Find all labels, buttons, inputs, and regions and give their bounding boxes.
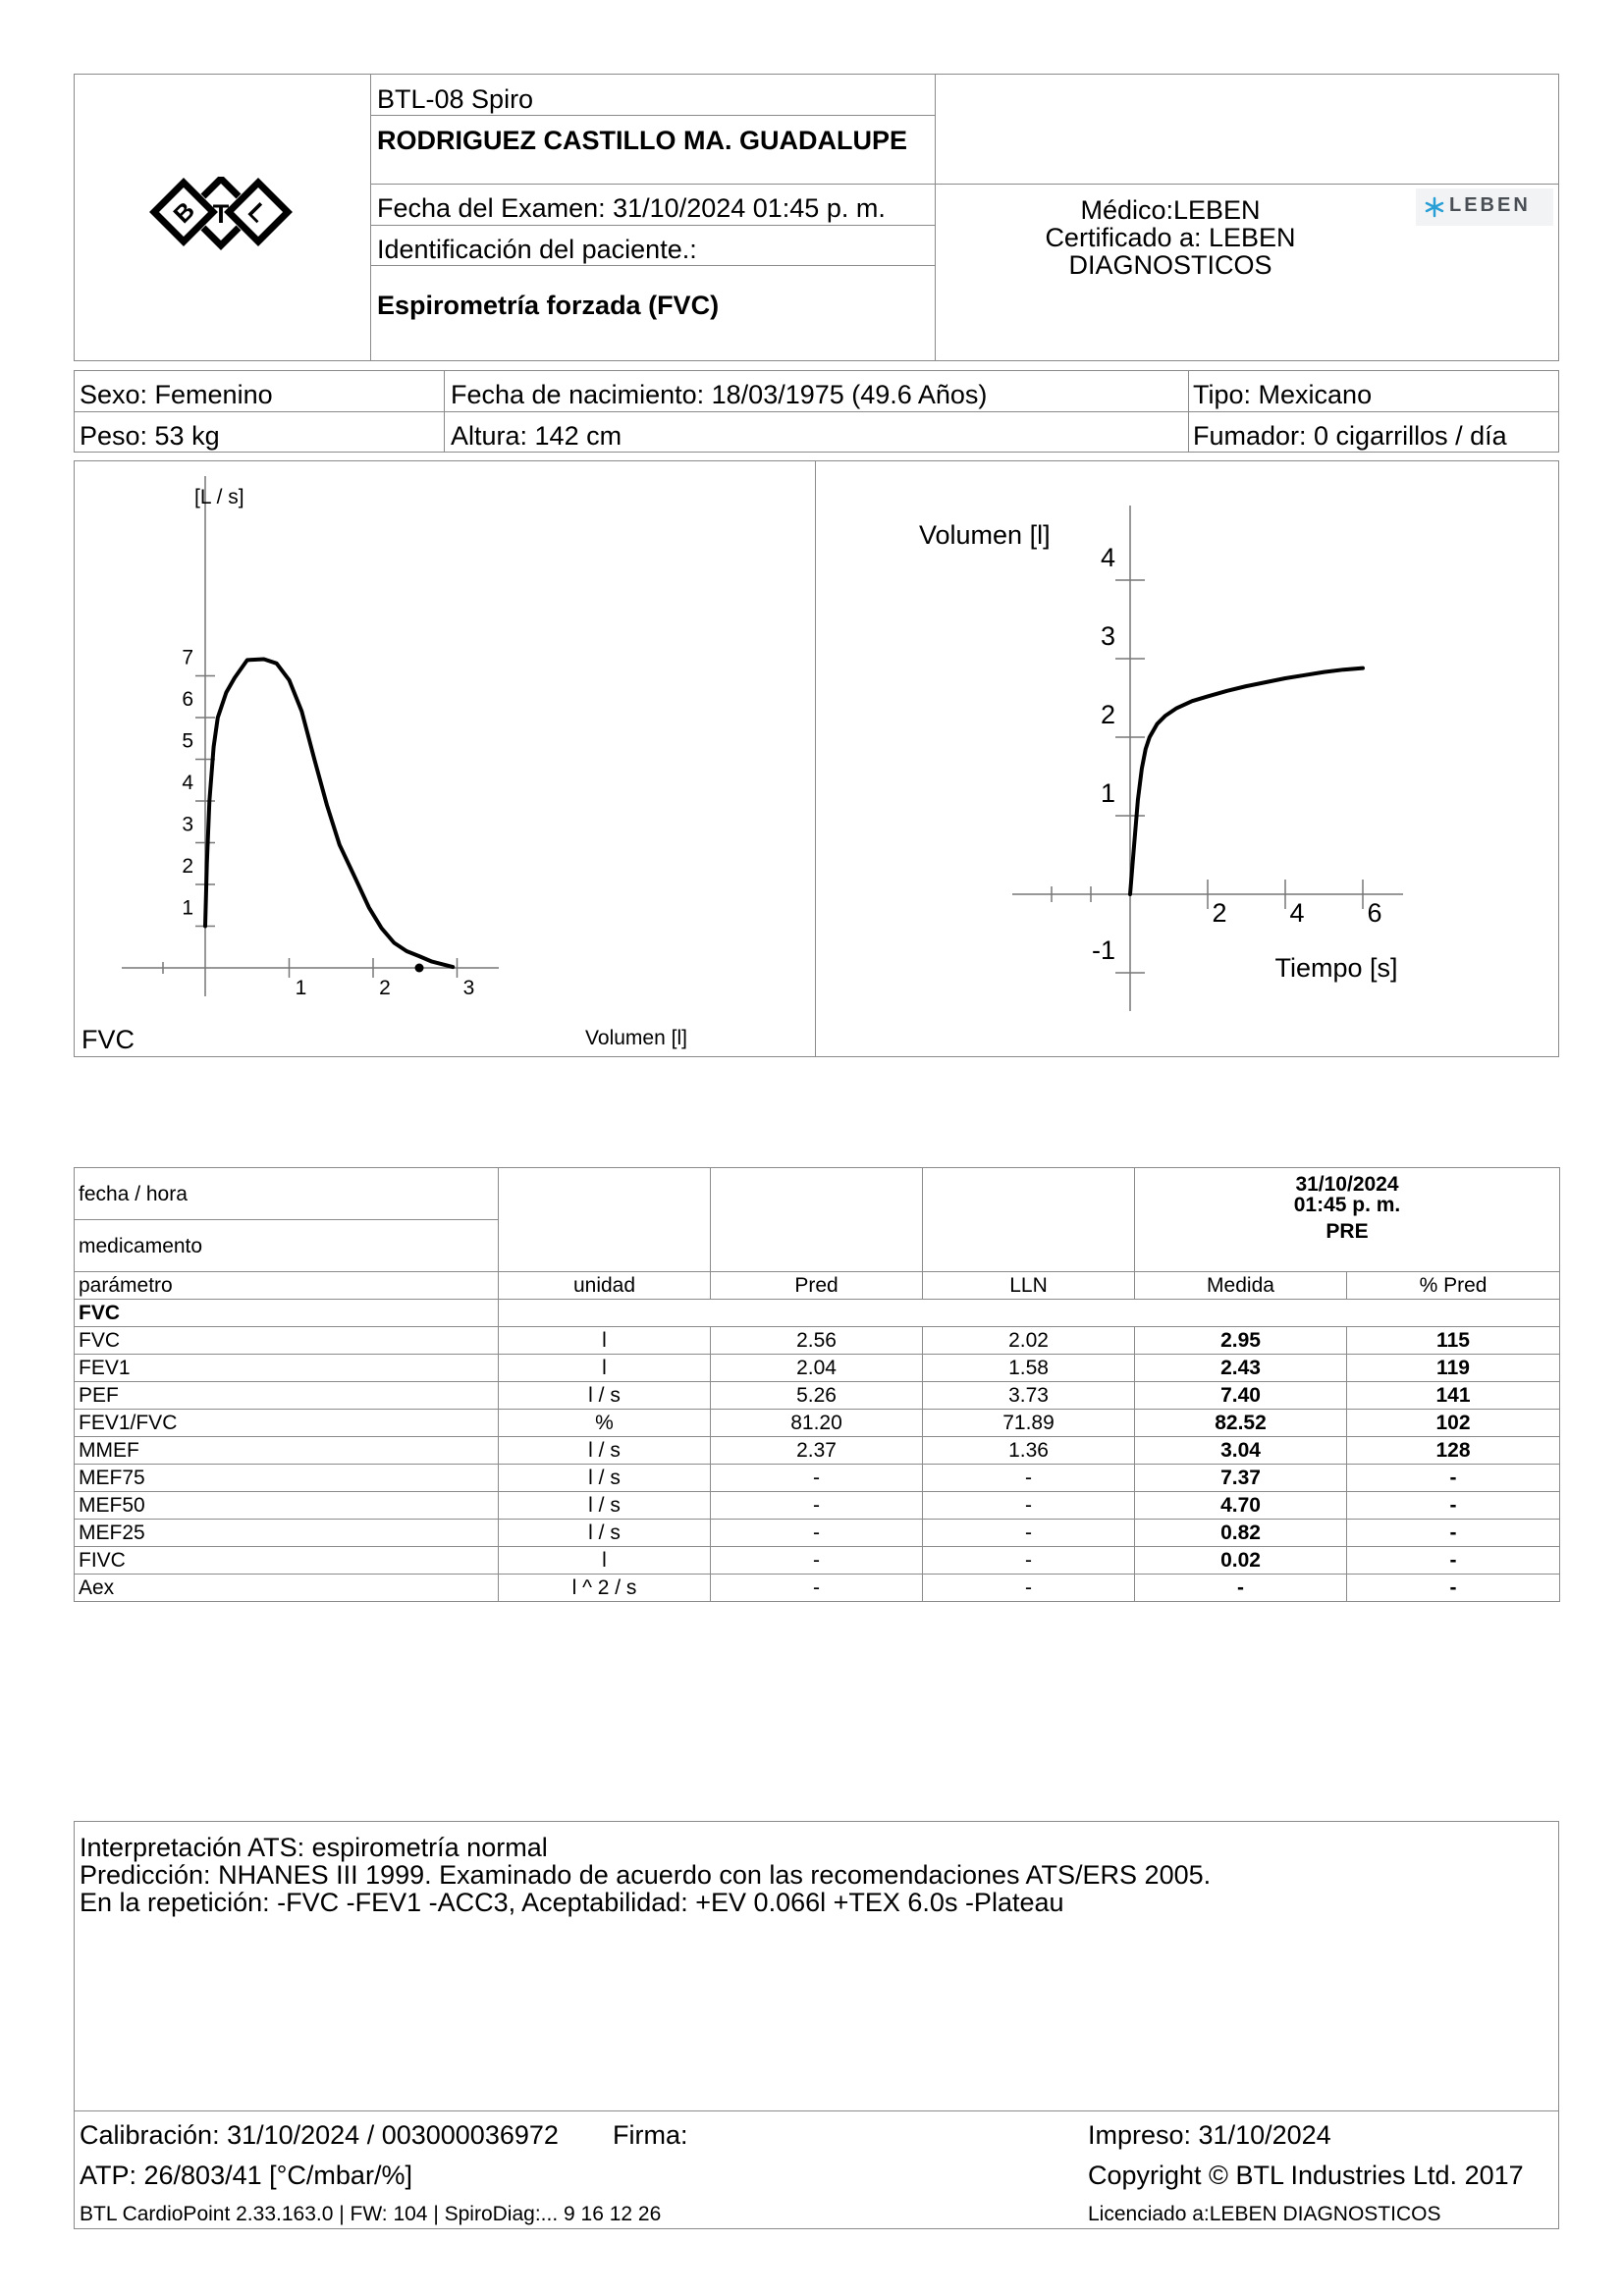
interpretation-line-3: En la repetición: -FVC -FEV1 -ACC3, Aceptabilidad: +EV 0.066l +TEX 6.0s -Plateau (80, 1888, 1064, 1917)
table-row (75, 1575, 1560, 1602)
unit-cell: l (499, 1547, 711, 1575)
param-cell: MMEF (75, 1437, 499, 1465)
col-header-param: parámetro (75, 1272, 499, 1300)
pct-cell: 102 (1347, 1410, 1560, 1437)
header-blank-cell (923, 1168, 1135, 1272)
medida-cell: 2.43 (1135, 1355, 1347, 1382)
param-cell: FVC (75, 1327, 499, 1355)
printed-date: Impreso: 31/10/2024 (1088, 2120, 1331, 2150)
header-blank-cell (499, 1168, 711, 1272)
doctor-line-3: DIAGNOSTICOS (1068, 250, 1272, 280)
calibration-text: Calibración: 31/10/2024 / 003000036972 (80, 2120, 559, 2150)
section-blank (499, 1300, 1560, 1327)
licensed-text: Licenciado a:LEBEN DIAGNOSTICOS (1088, 2203, 1441, 2225)
unit-cell: l / s (499, 1465, 711, 1492)
pred-cell: 2.37 (711, 1437, 923, 1465)
table-header-row (75, 1272, 1560, 1300)
demographics-divider-1 (444, 370, 445, 453)
fv-x-tick-label: 1 (295, 977, 307, 999)
vt-x-tick-label: 6 (1367, 898, 1382, 928)
medida-cell: 7.37 (1135, 1465, 1347, 1492)
flow-volume-title: FVC (81, 1025, 135, 1054)
flow-volume-marker (415, 964, 424, 973)
param-cell: FEV1/FVC (75, 1410, 499, 1437)
table-row (75, 1492, 1560, 1520)
vt-y-tick-label: -1 (1091, 935, 1115, 965)
pct-cell: - (1347, 1520, 1560, 1547)
volume-time-curve (1130, 668, 1363, 894)
table-row (75, 1382, 1560, 1410)
table-row (75, 1327, 1560, 1355)
pct-cell: - (1347, 1465, 1560, 1492)
pct-cell: - (1347, 1547, 1560, 1575)
pred-cell: 2.56 (711, 1327, 923, 1355)
pred-cell: - (711, 1492, 923, 1520)
flow-volume-chart (75, 461, 814, 1056)
device-name: BTL-08 Spiro (377, 84, 534, 114)
fv-y-tick-label: 3 (182, 813, 193, 836)
volume-time-ticks (1052, 543, 1382, 973)
interpretation-line-1: Interpretación ATS: espirometría normal (80, 1833, 548, 1862)
fv-x-tick-label: 2 (379, 977, 391, 999)
table-row (75, 1410, 1560, 1437)
col-header-pct: % Pred (1347, 1272, 1560, 1300)
vt-y-tick-label: 3 (1100, 621, 1115, 651)
table-row (75, 1520, 1560, 1547)
lln-cell: 3.73 (923, 1382, 1135, 1410)
flow-volume-xlabel: Volumen [l] (585, 1027, 687, 1049)
volume-time-xlabel: Tiempo [s] (1274, 953, 1398, 983)
col-header-pred: Pred (711, 1272, 923, 1300)
lln-cell: 1.36 (923, 1437, 1135, 1465)
fv-y-tick-label: 6 (182, 688, 193, 711)
param-cell: MEF75 (75, 1465, 499, 1492)
footer-rule (74, 2110, 1559, 2111)
pred-cell: 81.20 (711, 1410, 923, 1437)
lab-logo (1416, 188, 1553, 226)
demographics-rule (74, 411, 1559, 412)
leben-mark-icon (1424, 196, 1445, 218)
lln-cell: 1.58 (923, 1355, 1135, 1382)
header-rule-4 (370, 265, 935, 266)
unit-cell: l ^ 2 / s (499, 1575, 711, 1602)
unit-cell: l (499, 1327, 711, 1355)
param-cell: PEF (75, 1382, 499, 1410)
unit-cell: l / s (499, 1382, 711, 1410)
fv-y-tick-label: 5 (182, 729, 193, 753)
pct-cell: 115 (1347, 1327, 1560, 1355)
doctor-line-1: Médico:LEBEN (1080, 195, 1261, 225)
table-row (75, 1465, 1560, 1492)
vt-y-tick-label: 4 (1100, 543, 1115, 572)
weight-field: Peso: 53 kg (80, 421, 220, 451)
session-time: 01:45 p. m. (1293, 1194, 1401, 1216)
header-rule-2 (370, 184, 1559, 185)
param-cell: FEV1 (75, 1355, 499, 1382)
pred-cell: - (711, 1575, 923, 1602)
medida-cell: 82.52 (1135, 1410, 1347, 1437)
doctor-block (935, 196, 1406, 279)
col-header-lln: LLN (923, 1272, 1135, 1300)
header-rule-1 (370, 115, 935, 116)
table-row (75, 1437, 1560, 1465)
unit-cell: l / s (499, 1437, 711, 1465)
lln-cell: - (923, 1547, 1135, 1575)
svg-text:L: L (242, 197, 273, 229)
lln-cell: - (923, 1575, 1135, 1602)
exam-date: Fecha del Examen: 31/10/2024 01:45 p. m. (377, 193, 886, 223)
copyright-text: Copyright © BTL Industries Ltd. 2017 (1088, 2161, 1524, 2190)
pred-cell: - (711, 1547, 923, 1575)
volume-time-axes (1012, 506, 1403, 1011)
lln-cell: 2.02 (923, 1327, 1135, 1355)
table-row (75, 1547, 1560, 1575)
signature-label: Firma: (613, 2120, 688, 2150)
fecha-hora-label: fecha / hora (75, 1168, 499, 1220)
svg-text:T: T (212, 199, 230, 229)
col-header-unit: unidad (499, 1272, 711, 1300)
session-phase: PRE (1325, 1220, 1369, 1243)
unit-cell: l / s (499, 1520, 711, 1547)
medida-cell: - (1135, 1575, 1347, 1602)
fv-x-tick-label: 3 (462, 977, 475, 999)
param-cell: MEF50 (75, 1492, 499, 1520)
lln-cell: - (923, 1520, 1135, 1547)
vt-x-tick-label: 4 (1289, 898, 1305, 928)
volume-time-ylabel: Volumen [l] (919, 520, 1051, 550)
demographics-divider-2 (1188, 370, 1189, 453)
medida-cell: 3.04 (1135, 1437, 1347, 1465)
pct-cell: 141 (1347, 1382, 1560, 1410)
pred-cell: - (711, 1465, 923, 1492)
exam-type: Espirometría forzada (FVC) (377, 291, 720, 320)
lln-cell: - (923, 1492, 1135, 1520)
medida-cell: 0.02 (1135, 1547, 1347, 1575)
medida-cell: 7.40 (1135, 1382, 1347, 1410)
table-section-row (75, 1300, 1560, 1327)
vt-x-tick-label: 2 (1212, 898, 1227, 928)
patient-id: Identificación del paciente.: (377, 235, 697, 264)
fv-y-tick-label: 2 (182, 855, 193, 878)
lln-cell: - (923, 1465, 1135, 1492)
patient-name: RODRIGUEZ CASTILLO MA. GUADALUPE (377, 126, 907, 155)
unit-cell: l (499, 1355, 711, 1382)
unit-cell: l / s (499, 1492, 711, 1520)
sex-field: Sexo: Femenino (80, 380, 273, 409)
result-rows (75, 1327, 1560, 1602)
header-rule-3 (370, 225, 935, 226)
unit-cell: % (499, 1410, 711, 1437)
fv-y-tick-label: 1 (182, 896, 193, 920)
session-date: 31/10/2024 (1295, 1173, 1399, 1196)
btl-logo (142, 177, 299, 257)
doctor-line-2: Certificado a: LEBEN (1045, 223, 1296, 252)
type-field: Tipo: Mexicano (1193, 380, 1373, 409)
software-text: BTL CardioPoint 2.33.163.0 | FW: 104 | SpiroDiag:... 9 16 12 26 (80, 2203, 662, 2225)
lln-cell: 71.89 (923, 1410, 1135, 1437)
interpretation-line-2: Predicción: NHANES III 1999. Examinado de acuerdo con las recomendaciones ATS/ERS 2005. (80, 1860, 1212, 1890)
results-table (74, 1167, 1560, 1602)
pct-cell: - (1347, 1575, 1560, 1602)
flow-volume-curve (205, 660, 453, 968)
table-row (75, 1355, 1560, 1382)
medida-cell: 2.95 (1135, 1327, 1347, 1355)
pred-cell: - (711, 1520, 923, 1547)
table-row-fecha (75, 1168, 1560, 1220)
fv-y-tick-label: 7 (182, 646, 193, 669)
param-cell: Aex (75, 1575, 499, 1602)
flow-volume-ylabel: [L / s] (194, 486, 244, 508)
smoker-field: Fumador: 0 cigarrillos / día (1193, 421, 1507, 451)
header-divider-left (370, 74, 371, 361)
pred-cell: 2.04 (711, 1355, 923, 1382)
atp-text: ATP: 26/803/41 [°C/mbar/%] (80, 2161, 412, 2190)
pct-cell: 128 (1347, 1437, 1560, 1465)
svg-text:B: B (168, 196, 200, 229)
pct-cell: 119 (1347, 1355, 1560, 1382)
header-blank-cell (711, 1168, 923, 1272)
fv-y-tick-label: 4 (182, 772, 193, 794)
section-label: FVC (75, 1300, 499, 1327)
session-header (1135, 1168, 1560, 1272)
pred-cell: 5.26 (711, 1382, 923, 1410)
medida-cell: 0.82 (1135, 1520, 1347, 1547)
param-cell: FIVC (75, 1547, 499, 1575)
vt-y-tick-label: 1 (1100, 778, 1115, 808)
pct-cell: - (1347, 1492, 1560, 1520)
medida-cell: 4.70 (1135, 1492, 1347, 1520)
birth-field: Fecha de nacimiento: 18/03/1975 (49.6 Años) (451, 380, 988, 409)
col-header-medida: Medida (1135, 1272, 1347, 1300)
medicamento-label: medicamento (75, 1220, 499, 1272)
param-cell: MEF25 (75, 1520, 499, 1547)
lab-logo-text: LEBEN (1449, 194, 1531, 216)
vt-y-tick-label: 2 (1100, 700, 1115, 729)
interpretation-text (80, 1834, 1211, 1916)
volume-time-chart (816, 461, 1558, 1056)
height-field: Altura: 142 cm (451, 421, 622, 451)
